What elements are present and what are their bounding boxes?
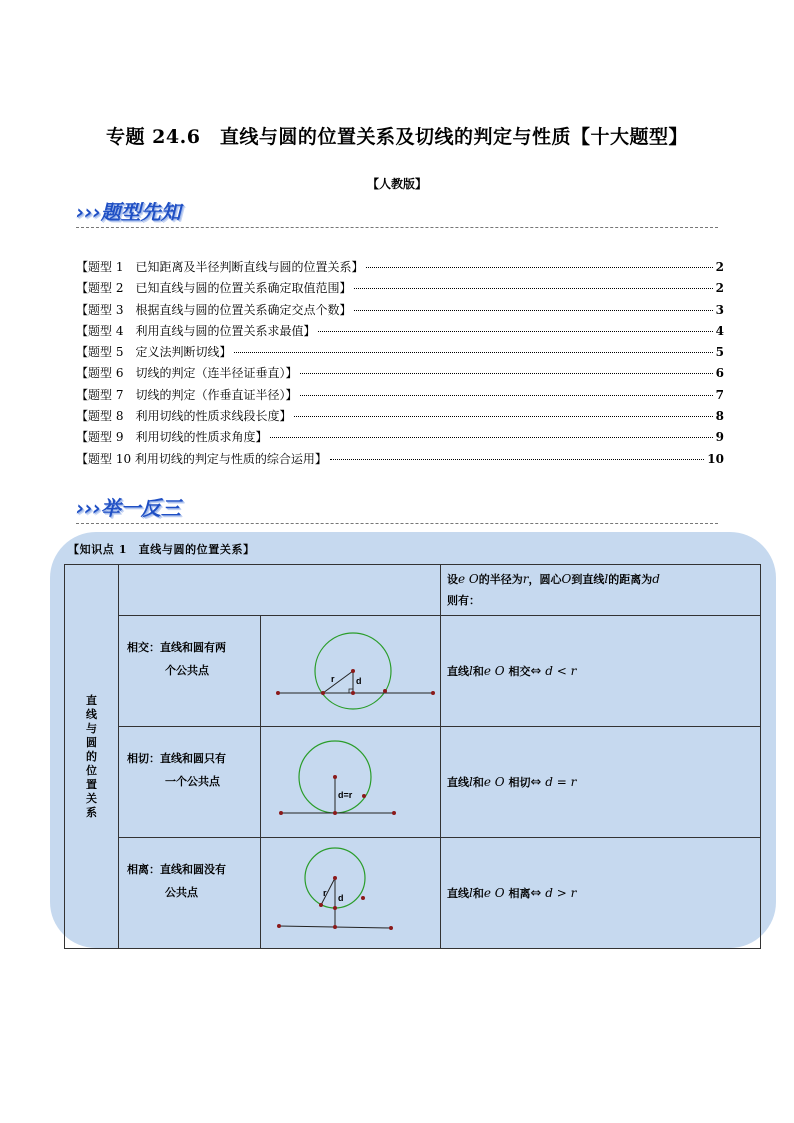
toc-entry-page: 9 — [715, 430, 724, 445]
toc-entry-page: 8 — [715, 409, 724, 424]
foot-point — [351, 691, 355, 695]
relation-tangent: 直线l和e O 相切⇔ d = r — [441, 727, 761, 838]
relation-separate: 直线l和e O 相离⇔ d > r — [441, 838, 761, 949]
knowledge-point-title: 【知识点 1 直线与圆的位置关系】 — [68, 543, 255, 556]
intersection-point — [321, 691, 325, 695]
case-intersect-text: 相交：直线和圆有两 个公共点 — [119, 616, 261, 727]
toc-entry-page: 4 — [715, 323, 724, 338]
header-blank-cell — [119, 565, 441, 616]
toc-entry-label: 【题型 5 定义法判断切线】 — [76, 345, 232, 360]
toc-entry-label: 【题型 7 切线的判定（作垂直证半径）】 — [76, 387, 298, 402]
label-d-equals-r: d=r — [338, 790, 353, 800]
label-d: d — [338, 893, 344, 903]
practice-section-divider — [76, 523, 718, 524]
toc-dot-leader — [234, 352, 712, 353]
toc-entry-label: 【题型 6 切线的判定（连半径证垂直）】 — [76, 366, 298, 381]
label-d: d — [356, 676, 362, 686]
toc-dot-leader — [294, 416, 712, 417]
label-r: r — [323, 888, 327, 898]
toc-dot-leader — [354, 310, 712, 311]
toc-entry-label: 【题型 1 已知距离及半径判断直线与圆的位置关系】 — [76, 260, 364, 274]
toc-entry[interactable] — [76, 428, 724, 449]
center-point — [351, 669, 355, 673]
knowledge-table — [64, 564, 761, 949]
toc-entry-page: 6 — [715, 366, 724, 381]
toc-entry-page: 7 — [715, 387, 724, 402]
center-point — [333, 876, 337, 880]
circle-point — [319, 903, 323, 907]
toc-entry-label: 【题型 3 根据直线与圆的位置关系确定交点个数】 — [76, 302, 352, 317]
toc-section-heading: ›››题型先知 — [76, 200, 181, 224]
toc-entry-label: 【题型 9 利用切线的性质求角度】 — [76, 430, 268, 445]
line-endpoint — [277, 924, 281, 928]
header-description: 设e O的半径为r，圆心O到直线l的距离为d 则有： — [441, 565, 761, 616]
side-label: 直 线 与 圆 的 位 置 关 系 — [65, 565, 119, 949]
line-endpoint — [276, 691, 280, 695]
toc-dot-leader — [318, 331, 712, 332]
toc-entry-page: 5 — [715, 345, 724, 360]
toc-dot-leader — [330, 459, 704, 460]
toc-entry[interactable] — [76, 279, 724, 300]
toc-entry-page: 2 — [715, 260, 724, 274]
toc-entry[interactable] — [76, 386, 724, 407]
figure-tangent — [261, 727, 441, 834]
circle-point — [333, 906, 337, 910]
figure-separate — [261, 838, 441, 945]
toc-entry[interactable] — [76, 258, 724, 279]
toc-dot-leader — [300, 373, 712, 374]
case-tangent-text: 相切：直线和圆只有 一个公共点 — [119, 727, 261, 838]
toc-entry[interactable] — [76, 343, 724, 364]
line-endpoint — [392, 811, 396, 815]
toc-entry-label: 【题型 10 利用切线的判定与性质的综合运用】 — [76, 451, 327, 466]
toc-entry-label: 【题型 2 已知直线与圆的位置关系确定取值范围】 — [76, 281, 352, 296]
intersection-point — [383, 689, 387, 693]
toc-section-divider — [76, 227, 718, 228]
toc-dot-leader — [270, 437, 712, 438]
toc-entry[interactable] — [76, 322, 724, 343]
toc-dot-leader — [354, 288, 712, 289]
label-r: r — [331, 674, 335, 684]
tangent-point — [333, 811, 337, 815]
toc-entry-label: 【题型 8 利用切线的性质求线段长度】 — [76, 409, 292, 424]
toc-dot-leader — [366, 267, 712, 268]
figure-intersect-cell — [261, 616, 441, 727]
line-endpoint — [279, 811, 283, 815]
toc-dot-leader — [300, 395, 712, 396]
edition-label: 【人教版】 — [366, 177, 427, 191]
foot-point — [333, 925, 337, 929]
relation-intersect: 直线l和e O 相交⇔ d < r — [441, 616, 761, 727]
page-title: 专题 24.6 直线与圆的位置关系及切线的判定与性质【十大题型】 — [106, 126, 688, 148]
figure-separate-cell — [261, 838, 441, 949]
toc-entry-page: 3 — [715, 302, 724, 317]
line-endpoint — [389, 926, 393, 930]
practice-section-heading: ›››举一反三 — [76, 496, 181, 520]
circle-point — [361, 896, 365, 900]
toc-entry-label: 【题型 4 利用直线与圆的位置关系求最值】 — [76, 323, 316, 338]
figure-intersect — [261, 616, 441, 723]
toc-entry-page: 2 — [715, 281, 724, 296]
figure-tangent-cell — [261, 727, 441, 838]
circle-point — [362, 794, 366, 798]
toc-entry[interactable] — [76, 364, 724, 385]
line-endpoint — [431, 691, 435, 695]
toc-entry-page: 10 — [707, 451, 724, 466]
radius-segment — [323, 671, 353, 693]
toc-entry[interactable] — [76, 450, 724, 471]
table-of-contents — [76, 258, 724, 471]
toc-entry[interactable] — [76, 407, 724, 428]
case-separate-text: 相离：直线和圆没有 公共点 — [119, 838, 261, 949]
center-point — [333, 775, 337, 779]
toc-entry[interactable] — [76, 301, 724, 322]
